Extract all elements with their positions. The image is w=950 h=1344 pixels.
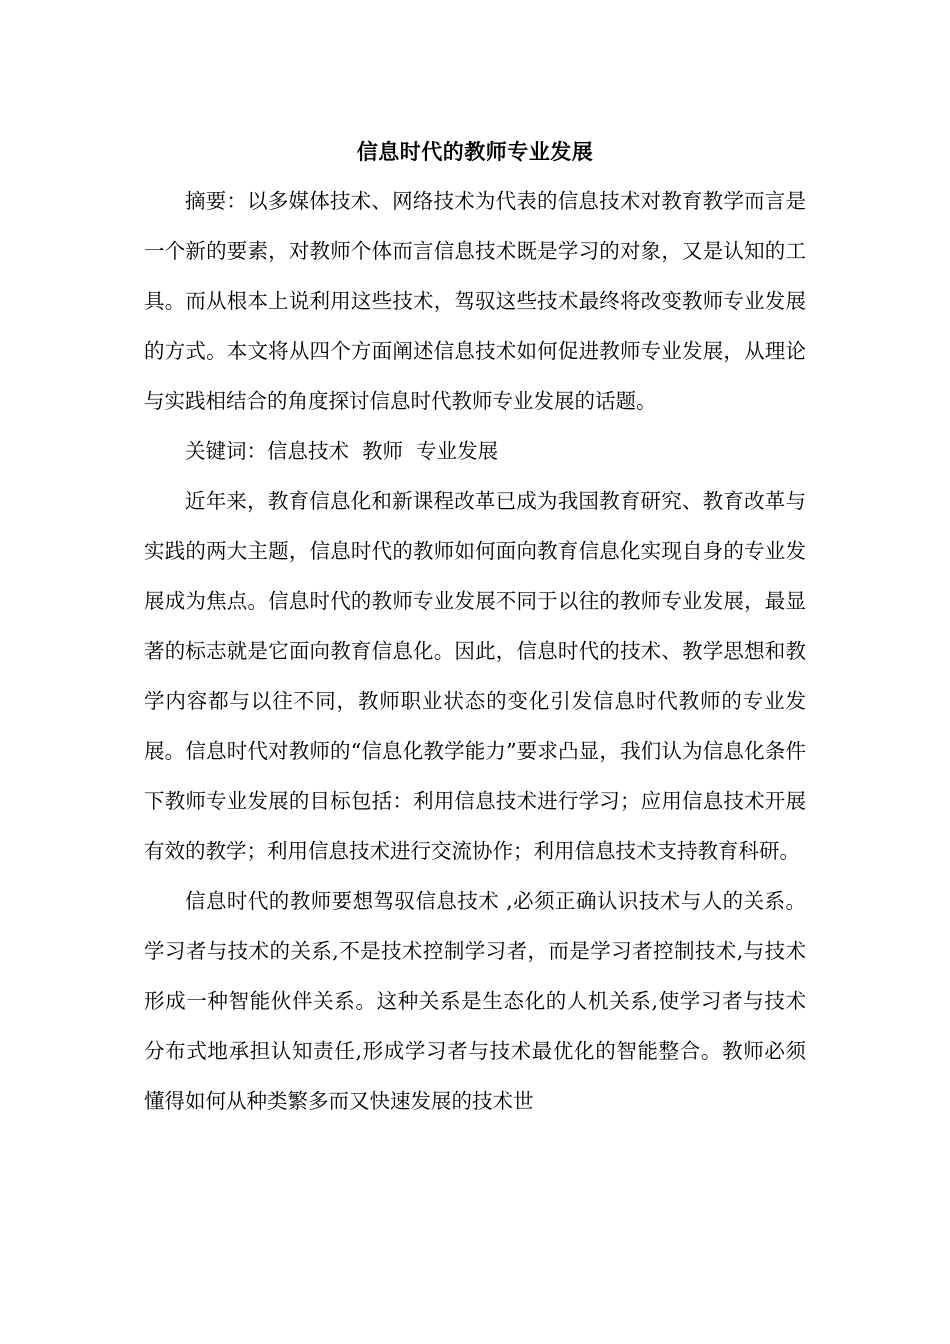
document-title: 信息时代的教师专业发展 xyxy=(356,139,594,164)
keywords-paragraph: 关键词：信息技术 教师 专业发展 xyxy=(185,439,499,463)
document-body xyxy=(144,132,806,1126)
body-paragraph-2: 信息时代的教师要想驾驭信息技术 ,必须正确认识技术与人的关系。学习者与技术的关系,不是技术控制学习者，而是学习者控制技术,与技术形成一种智能伙伴关系。这种关系是生态化的人机关系,使学习者与技术分布式地承担认知责任,形成学习者与技术最优化的智能整合。教师必须懂得如何从种类繁多而又快速发展的技术世 xyxy=(144,889,806,1113)
abstract-paragraph: 摘要：以多媒体技术、网络技术为代表的信息技术对教育教学而言是一个新的要素，对教师个体而言信息技术既是学习的对象，又是认知的工具。而从根本上说利用这些技术，驾驭这些技术最终将改变教师专业发展的方式。本文将从四个方面阐述信息技术如何促进教师专业发展，从理论与实践相结合的角度探讨信息时代教师专业发展的话题。 xyxy=(144,189,806,413)
body-paragraph-1: 近年来，教育信息化和新课程改革已成为我国教育研究、教育改革与实践的两大主题，信息时代的教师如何面向教育信息化实现自身的专业发展成为焦点。信息时代的教师专业发展不同于以往的教师专业发展，最显著的标志就是它面向教育信息化。因此，信息时代的技术、教学思想和教学内容都与以往不同，教师职业状态的变化引发信息时代教师的专业发展。信息时代对教师的“信息化教学能力”要求凸显，我们认为信息化条件下教师专业发展的目标包括：利用信息技术进行学习；应用信息技术开展有效的教学；利用信息技术进行交流协作；利用信息技术支持教育科研。 xyxy=(144,489,806,863)
